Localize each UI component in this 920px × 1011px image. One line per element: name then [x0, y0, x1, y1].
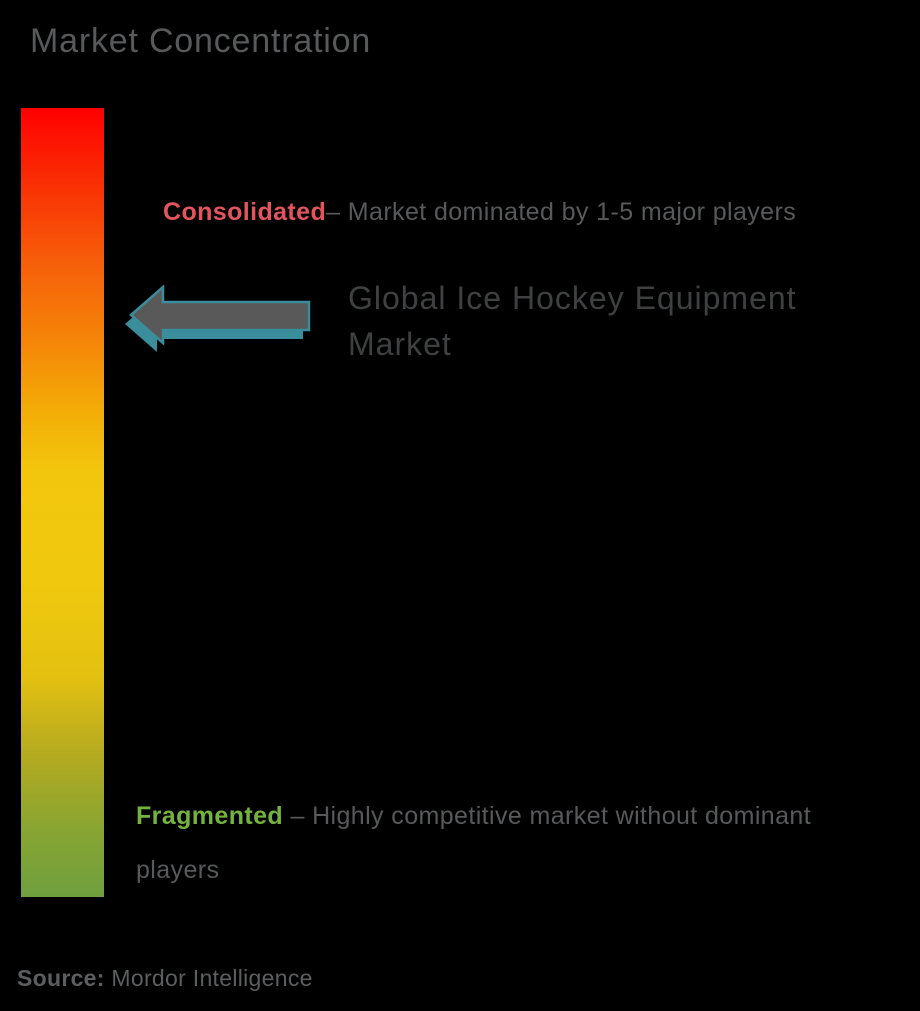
source-text: Mordor Intelligence	[104, 965, 313, 991]
source-label: Source:	[17, 965, 105, 991]
fragmented-label: Fragmented	[136, 802, 284, 830]
market-name-label: Global Ice Hockey Equipment Market	[348, 280, 797, 362]
consolidated-label: Consolidated	[163, 198, 327, 226]
consolidated-line	[163, 196, 863, 228]
fragmented-description: – Highly competitive market without dominant players	[136, 802, 812, 884]
left-arrow-icon	[123, 285, 315, 355]
fragmented-line	[136, 789, 888, 897]
consolidated-description: – Market dominated by 1-5 major players	[326, 198, 797, 226]
page-title: Market Concentration	[30, 22, 372, 60]
source-line	[17, 963, 313, 993]
concentration-gradient-bar	[21, 108, 104, 897]
market-position-indicator	[123, 285, 315, 355]
